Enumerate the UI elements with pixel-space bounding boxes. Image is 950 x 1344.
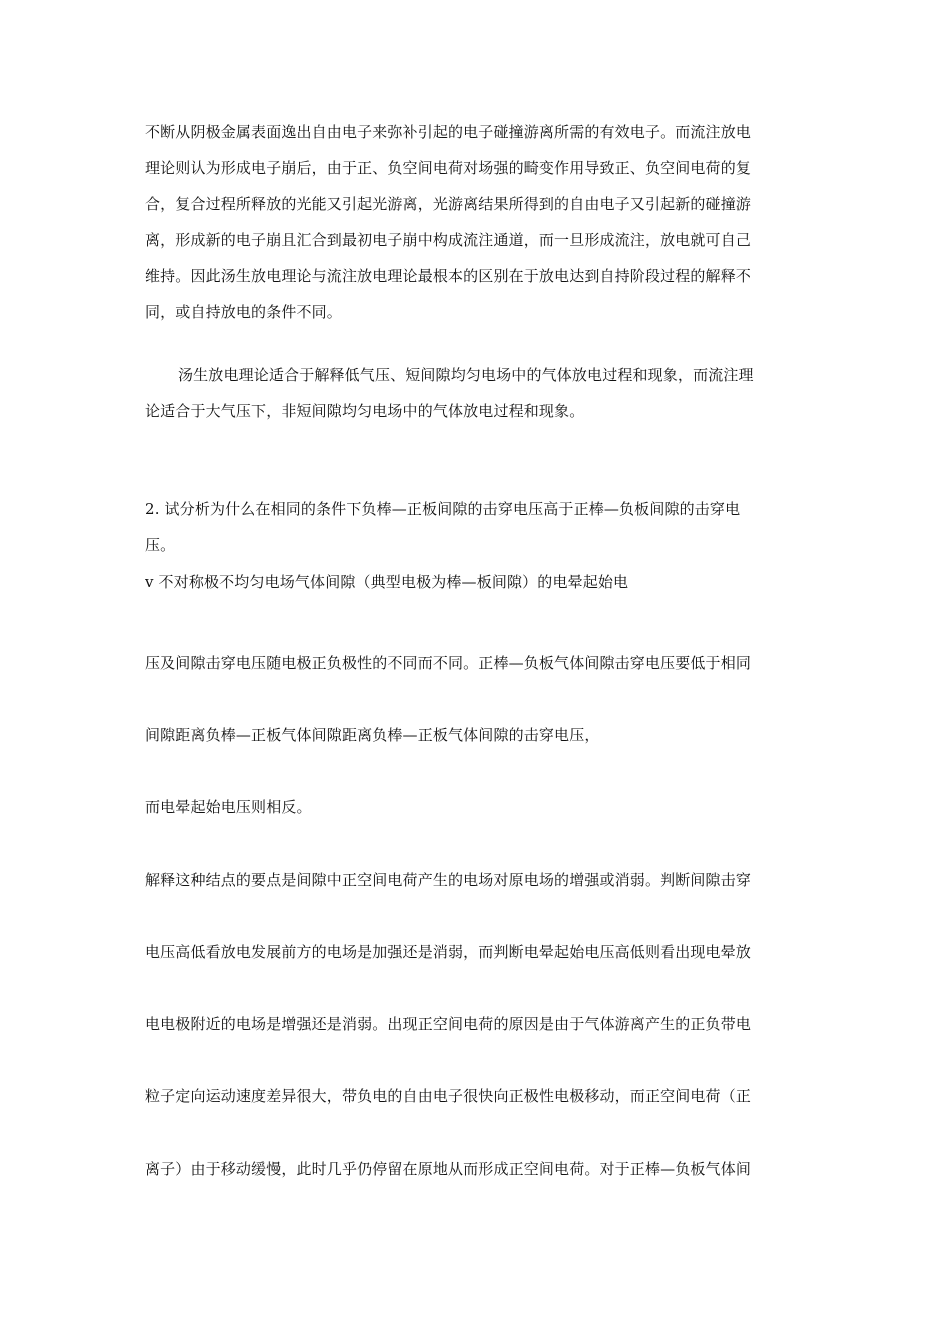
text-line: 同，或自持放电的条件不同。 (145, 303, 342, 321)
text-line: 不断从阴极金属表面逸出自由电子来弥补引起的电子碰撞游离所需的有效电子。而流注放电 (145, 123, 752, 141)
text-line: 理论则认为形成电子崩后，由于正、负空间电荷对场强的畸变作用导致正、负空间电荷的复 (145, 159, 752, 177)
answer-line: v 不对称极不均匀电场气体间隙（典型电极为棒—板间隙）的电晕起始电 (145, 573, 629, 591)
text-line: 汤生放电理论适合于解释低气压、短间隙均匀电场中的气体放电过程和现象，而流注理 (178, 366, 754, 384)
answer-line: 间隙距离负棒—正板气体间隙距离负棒—正板气体间隙的击穿电压， (145, 726, 600, 744)
text-line: 合，复合过程所释放的光能又引起光游离，光游离结果所得到的自由电子又引起新的碰撞游 (145, 195, 752, 213)
text-line: 论适合于大气压下，非短间隙均匀电场中的气体放电过程和现象。 (145, 402, 585, 420)
answer-line: 电压高低看放电发展前方的电场是加强还是消弱，而判断电晕起始电压高低则看出现电晕放 (145, 943, 752, 961)
answer-line: 电电极附近的电场是增强还是消弱。出现正空间电荷的原因是由于气体游离产生的正负带电 (145, 1015, 752, 1033)
answer-line: 粒子定向运动速度差异很大，带负电的自由电子很快向正极性电极移动，而正空间电荷（正 (145, 1087, 752, 1105)
question-line: 压。 (145, 536, 176, 554)
answer-line: 离子）由于移动缓慢，此时几乎仍停留在原地从而形成正空间电荷。对于正棒—负板气体间 (145, 1160, 752, 1178)
text-line: 离，形成新的电子崩且汇合到最初电子崩中构成流注通道，而一旦形成流注，放电就可自己 (145, 231, 752, 249)
question-line: 2. 试分析为什么在相同的条件下负棒—正板间隙的击穿电压高于正棒—负板间隙的击穿电 (145, 500, 741, 518)
answer-line: 解释这种结点的要点是间隙中正空间电荷产生的电场对原电场的增强或消弱。判断间隙击穿 (145, 871, 752, 889)
answer-line: 压及间隙击穿电压随电极正负极性的不同而不同。正棒—负板气体间隙击穿电压要低于相同 (145, 654, 752, 672)
text-line: 维持。因此汤生放电理论与流注放电理论最根本的区别在于放电达到自持阶段过程的解释不 (145, 267, 752, 285)
answer-line: 而电晕起始电压则相反。 (145, 798, 312, 816)
